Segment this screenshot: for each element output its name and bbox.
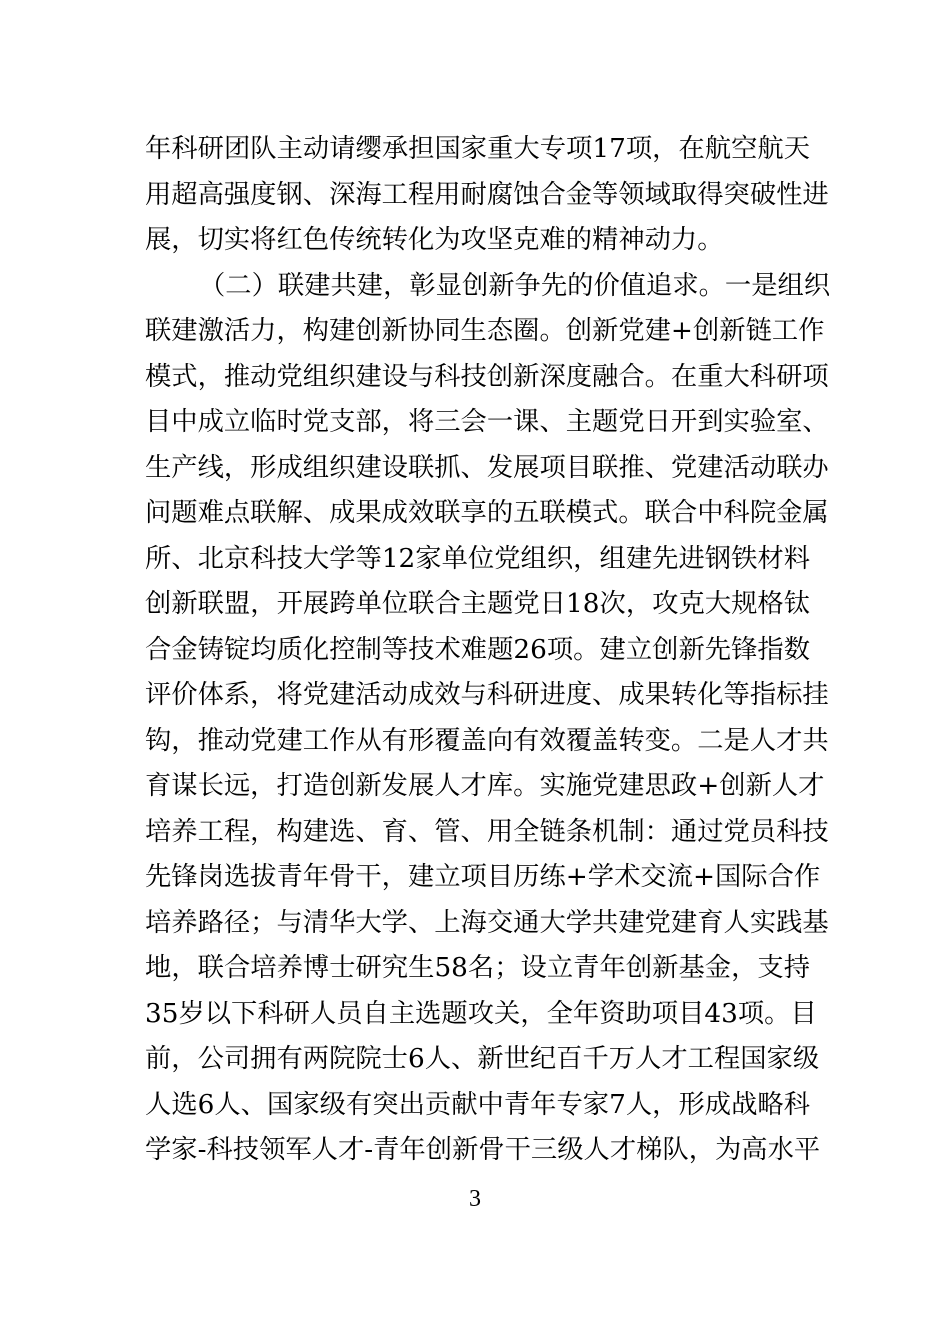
text-line: 先锋岗选拔青年骨干，建立项目历练+学术交流+国际合作 [145,862,821,892]
text-line: 学家-科技领军人才-青年创新骨干三级人才梯队，为高水平 [145,1135,821,1165]
text-line: 所、北京科技大学等12家单位党组织，组建先进钢铁材料 [145,543,810,574]
text-line: 问题难点联解、成果成效联享的五联模式。联合中科院金属 [145,498,829,528]
text-line: 前，公司拥有两院院士6人、新世纪百千万人才工程国家级 [145,1044,820,1074]
text-line: 创新联盟，开展跨单位联合主题党日18次，攻克大规格钛 [145,589,810,619]
text-line: 模式，推动党组织建设与科技创新深度融合。在重大科研项 [145,361,829,392]
text-line: 钩，推动党建工作从有形覆盖向有效覆盖转变。二是人才共 [145,725,829,756]
section-heading-line: （二）联建共建，彰显创新争先的价值追求。一是组织 [199,270,831,301]
text-line: 评价体系，将党建活动成效与科研进度、成果转化等指标挂 [145,680,829,710]
text-line: 培养工程，构建选、育、管、用全链条机制：通过党员科技 [145,816,829,847]
text-line: 年科研团队主动请缨承担国家重大专项17项，在航空航天 [145,134,810,164]
text-line: 35岁以下科研人员自主选题攻关，全年资助项目43项。目 [145,998,817,1029]
text-line: 目中成立临时党支部，将三会一课、主题党日开到实验室、 [145,407,829,437]
text-line: 联建激活力，构建创新协同生态圈。创新党建+创新链工作 [145,316,825,346]
text-line: 人选6人、国家级有突出贡献中青年专家7人，形成战略科 [145,1089,810,1120]
page-number: 3 [469,1186,481,1212]
text-line: 生产线，形成组织建设联抓、发展项目联推、党建活动联办 [145,452,829,483]
text-line: 合金铸锭均质化控制等技术难题26项。建立创新先锋指数 [145,634,810,665]
text-line: 培养路径；与清华大学、上海交通大学共建党建育人实践基 [145,907,829,938]
body-text [145,127,831,1174]
paragraph-end-line: 展，切实将红色传统转化为攻坚克难的精神动力。 [145,225,724,255]
text-line: 育谋长远，打造创新发展人才库。实施党建思政+创新人才 [145,771,825,801]
text-line: 用超高强度钢、深海工程用耐腐蚀合金等领域取得突破性进 [145,179,829,210]
text-line: 地，联合培养博士研究生58名；设立青年创新基金，支持 [145,953,810,983]
